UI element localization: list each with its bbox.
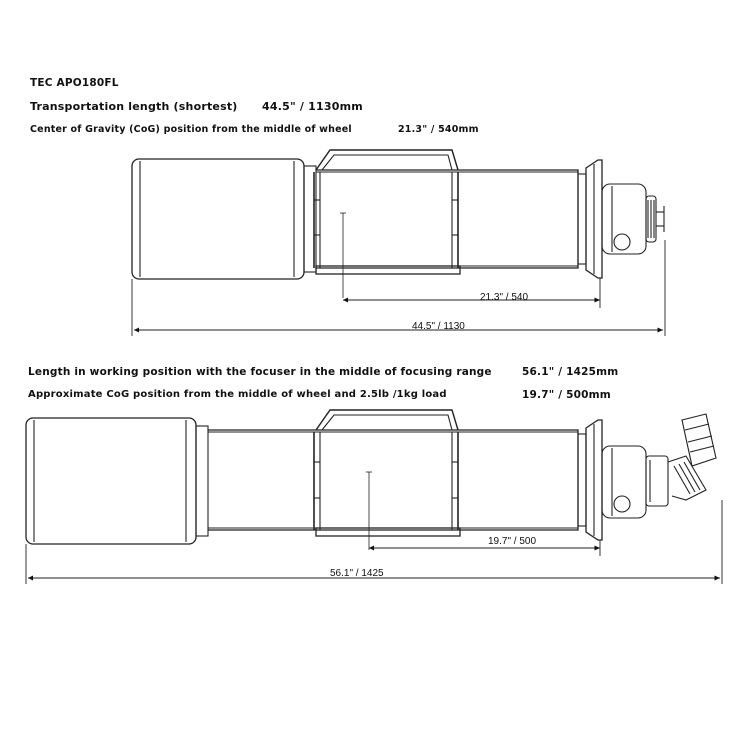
telescope-transport — [132, 150, 664, 298]
main-tube-bottom — [208, 430, 578, 530]
model-title: TEC APO180FL — [30, 77, 119, 89]
cradle-bottom — [316, 410, 458, 430]
cradle-top — [316, 150, 458, 170]
cog-value-bottom: 19.7" / 500mm — [522, 389, 611, 401]
telescope-working — [26, 410, 716, 550]
dew-shield-top — [132, 159, 304, 279]
cog-label-top: Center of Gravity (CoG) position from the middle of wheel — [30, 124, 352, 135]
dim-total-top: 44.5" / 1130 — [412, 321, 465, 332]
dim-cog-bottom: 19.7" / 500 — [488, 536, 537, 547]
dim-total-bottom: 56.1" / 1425 — [330, 568, 384, 579]
dew-shield-bottom — [26, 418, 196, 544]
cog-value-top: 21.3" / 540mm — [398, 124, 479, 135]
main-tube-top — [316, 170, 578, 268]
dim-cog-top: 21.3" / 540 — [480, 292, 529, 303]
focuser-knob-top — [614, 234, 630, 250]
dimension-lines-top — [132, 240, 665, 336]
focuser-top — [602, 184, 646, 254]
working-length-label: Length in working position with the focuser in the middle of focusing range — [28, 366, 492, 378]
focuser-knob-bottom — [614, 496, 630, 512]
transport-length-value: 44.5" / 1130mm — [262, 100, 363, 113]
cog-label-bottom: Approximate CoG position from the middle of wheel and 2.5lb /1kg load — [28, 389, 447, 400]
transport-length-label: Transportation length (shortest) — [30, 100, 238, 113]
focuser-bottom — [602, 446, 646, 518]
working-length-value: 56.1" / 1425mm — [522, 366, 619, 378]
